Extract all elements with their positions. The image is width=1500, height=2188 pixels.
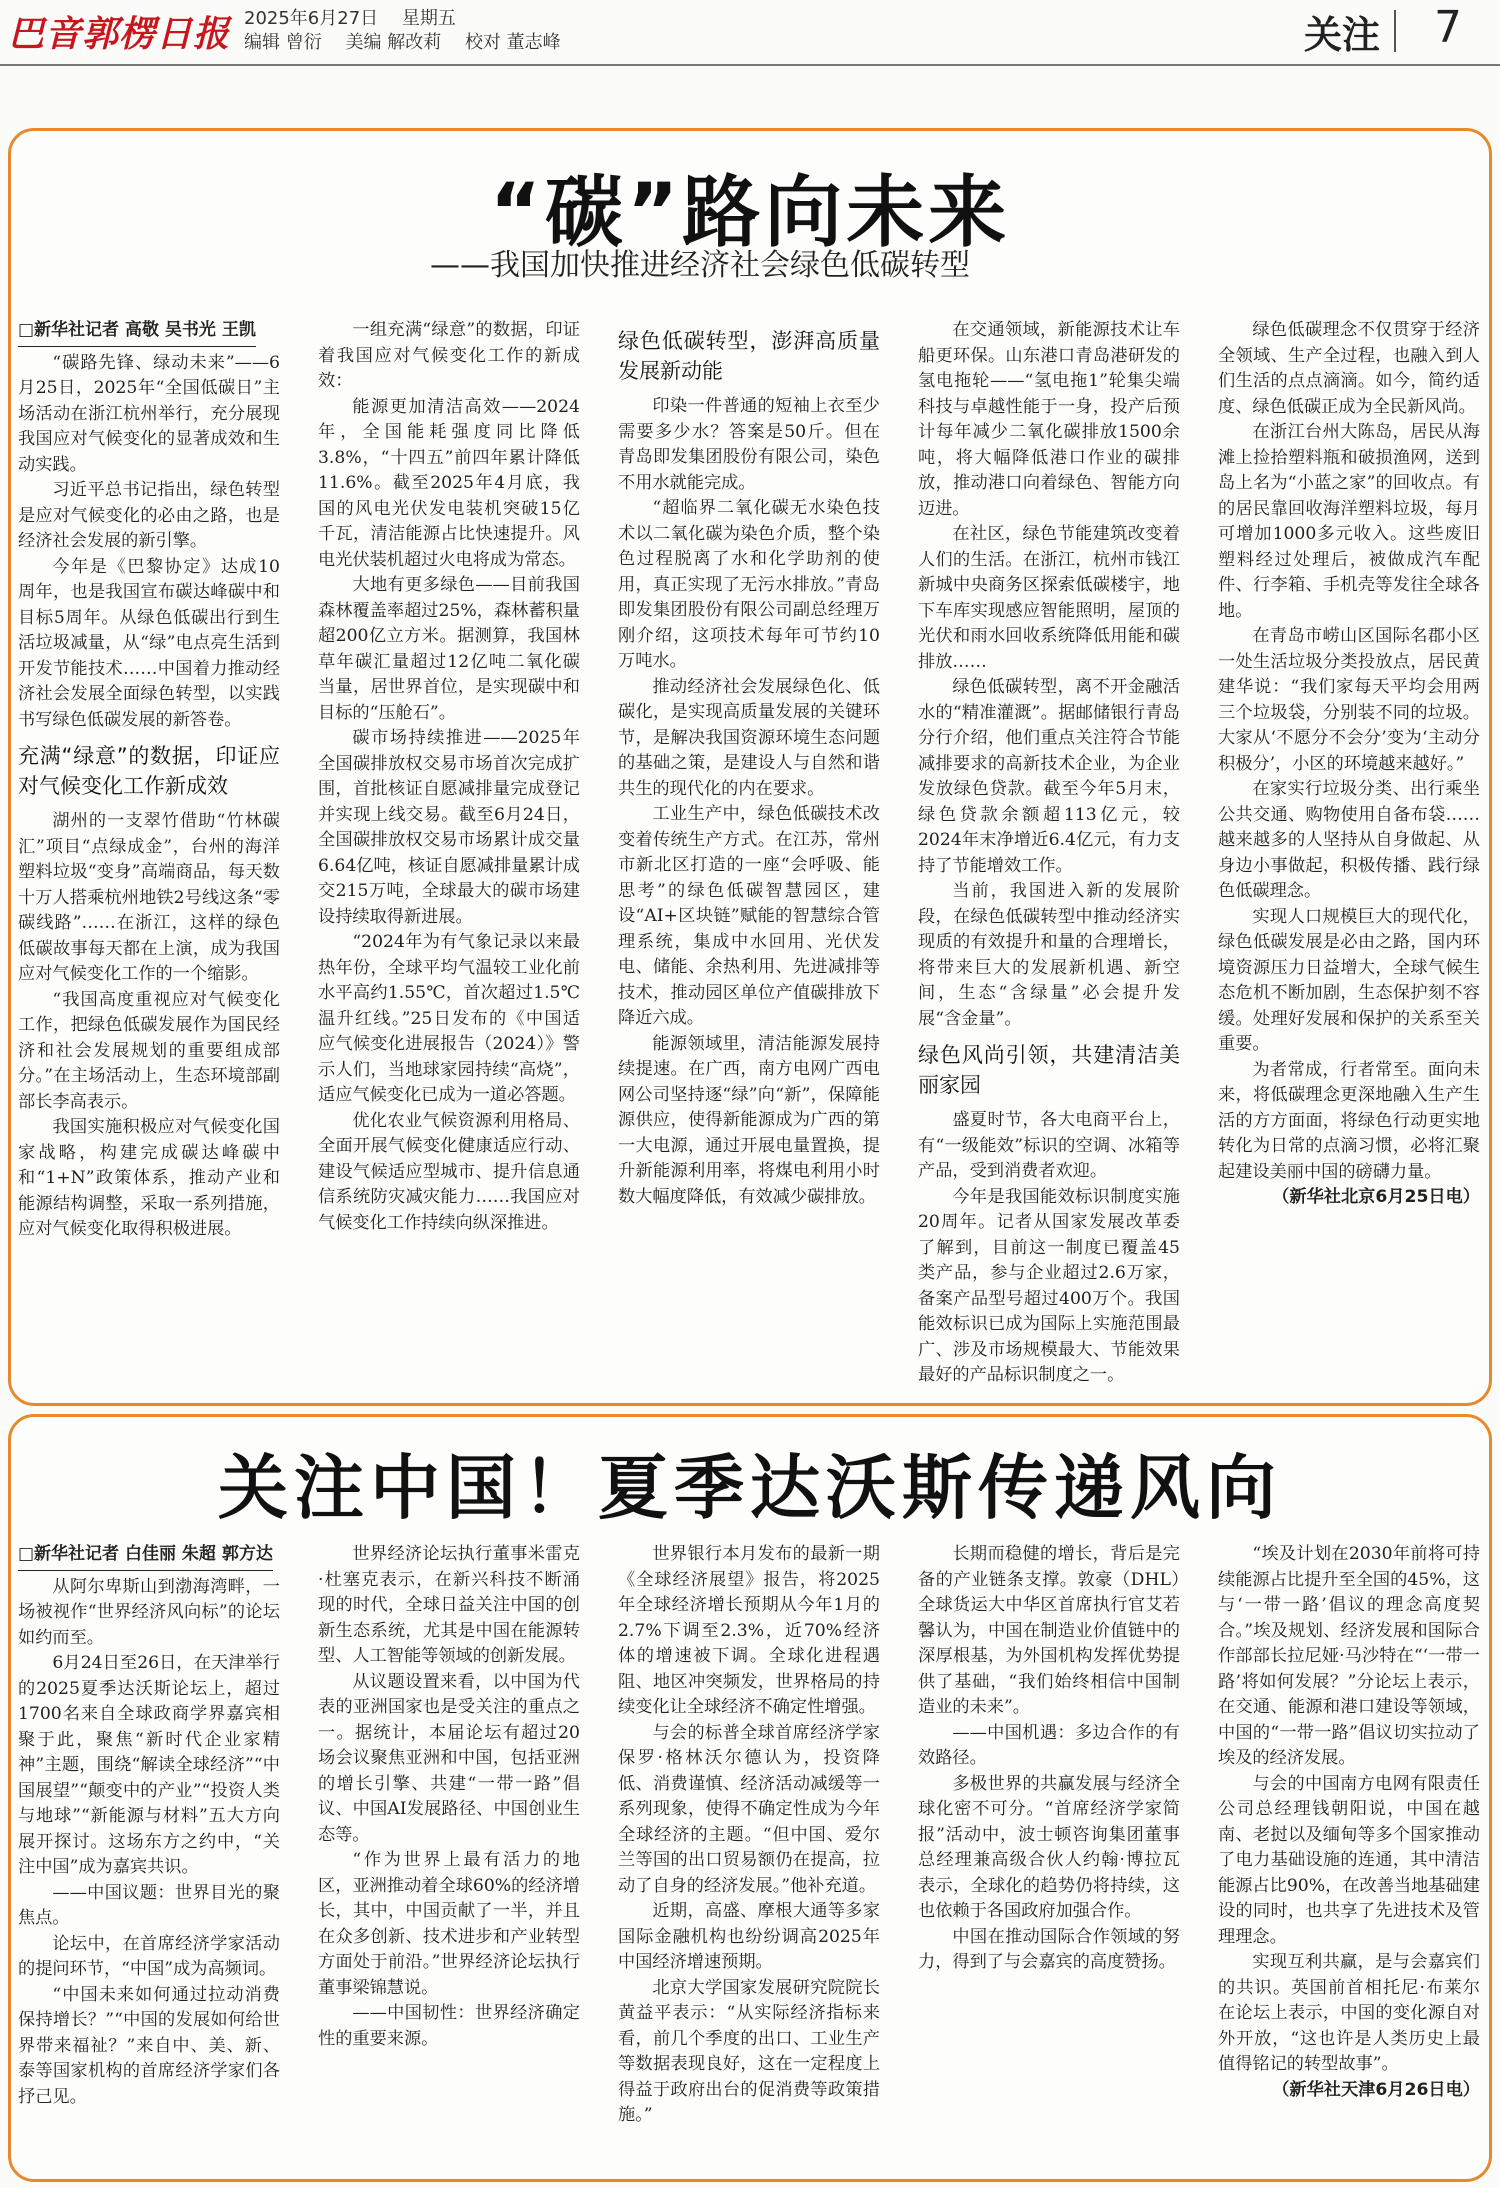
paragraph: “作为世界上最有活力的地区，亚洲推动着全球60%的经济增长，其中，中国贡献了一半，并且在众多创新、技术进步和产业转型方面处于前沿。”世界经济论坛执行董事梁锦慧说。	[318, 1850, 580, 1998]
section-name: 关注	[1303, 13, 1380, 57]
paragraph: ——中国韧性：世界经济确定性的重要来源。	[318, 2003, 580, 2049]
paragraph: 在社区，绿色节能建筑改变着人们的生活。在浙江，杭州市钱江新城中央商务区探索低碳楼宇，地下车库实现感应智能照明，屋顶的光伏和雨水回收系统降低用能和碳排放……	[918, 524, 1180, 672]
paragraph: 北京大学国家发展研究院院长黄益平表示：“从实际经济指标来看，前几个季度的出口、工业生产等数据表现良好，这在一定程度上得益于政府出台的促消费等政策措施。”	[618, 1977, 880, 2125]
paragraph: ——中国机遇：多边合作的有效路径。	[918, 1722, 1180, 1768]
page-number: 7	[1434, 2, 1462, 53]
proofreader: 校对 董志峰	[464, 32, 561, 53]
paragraph: 习近平总书记指出，绿色转型是应对气候变化的必由之路，也是经济社会发展的新引擎。	[18, 480, 280, 551]
section-divider	[1394, 10, 1396, 52]
newspaper-logo: 巴音郭楞日报	[8, 13, 231, 55]
paragraph: 绿色低碳理念不仅贯穿于经济全领域、生产全过程，也融入到人们生活的点点滴滴。如今，简约适度、绿色低碳正成为全民新风尚。	[1218, 320, 1480, 417]
paragraph: 世界经济论坛执行董事米雷克·杜塞克表示，在新兴科技不断涌现的时代，全球日益关注中国的创新生态系统，尤其是中国在能源转型、人工智能等领域的创新发展。	[318, 1544, 580, 1666]
paragraph: 与会的标普全球首席经济学家保罗·格林沃尔德认为，投资降低、消费谨慎、经济活动减缓等一系列现象，使得不确定性成为今年全球经济的主题。“但中国、爱尔兰等国的出口贸易额仍在提高，拉动了自身的经济发展。”他补充道。	[618, 1722, 880, 1896]
issue-date: 2025年6月27日	[244, 8, 379, 29]
paragraph: 世界银行本月发布的最新一期《全球经济展望》报告，将2025年全球经济增长预期从今年1月的2.7%下调至2.3%，近70%经济体的增速被下调。全球化进程遇阻、地区冲突频发，世界格局的持续变化让全球经济不确定性增强。	[618, 1544, 880, 1717]
paragraph: 盛夏时节，各大电商平台上，有“一级能效”标识的空调、冰箱等产品，受到消费者欢迎。	[918, 1110, 1180, 1181]
article1-subtitle: ——我国加快推进经济社会绿色低碳转型	[430, 248, 970, 283]
paragraph: “中国未来如何通过拉动消费保持增长？”“中国的发展如何给世界带来福祉？”来自中、美、新、泰等国家机构的首席经济学家们各抒己见。	[18, 1984, 280, 2107]
paragraph: ——中国议题：世界目光的聚焦点。	[18, 1882, 280, 1928]
paragraph: “2024年为有气象记录以来最热年份，全球平均气温较工业化前水平高约1.55℃，首次超过1.5℃温升红线。”25日发布的《中国适应气候变化进展报告（2024）》警示人们，当地球家园持续“高烧”，适应气候变化已成为一道必答题。	[318, 932, 580, 1105]
paragraph: 实现互利共赢，是与会嘉宾们的共识。英国前首相托尼·布莱尔在论坛上表示，中国的变化源自对外开放，“这也许是人类历史上最值得铭记的转型故事”。	[1218, 1952, 1480, 2074]
issue-date-line	[244, 4, 474, 30]
designer: 美编 解改莉	[345, 32, 442, 53]
paragraph: 绿色低碳转型，离不开金融活水的“精准灌溉”。据邮储银行青岛分行介绍，他们重点关注符合节能减排要求的高新技术企业，为企业发放绿色贷款。截至今年5月末，绿色贷款余额超113亿元，较2024年末净增近6.4亿元，有力支持了节能增效工作。	[918, 677, 1180, 876]
paragraph: 一组充满“绿意”的数据，印证着我国应对气候变化工作的新成效：	[318, 320, 580, 391]
article2-column-3	[618, 1542, 880, 2168]
paragraph: 6月24日至26日，在天津举行的2025夏季达沃斯论坛上，超过1700名来自全球政商学界嘉宾相聚于此，聚焦“新时代企业家精神”主题，围绕“解读全球经济”“中国展望”“颠变中的产业”“投资人类与地球”“新能源与材料”五大方向展开探讨。这场东方之约中，“关注中国”成为嘉宾共识。	[18, 1653, 280, 1877]
paragraph: 当前，我国进入新的发展阶段，在绿色低碳转型中推动经济实现质的有效提升和量的合理增长，将带来巨大的发展新机遇、新空间，生态“含绿量”必会提升发展“含金量”。	[918, 881, 1180, 1029]
article1-column-5	[1218, 318, 1480, 1386]
paragraph: 能源更加清洁高效——2024年，全国能耗强度同比降低3.8%，“十四五”前四年累计降低11.6%。截至2025年4月底，我国的风电光伏发电装机突破15亿千瓦，清洁能源占比快速提升。风电光伏装机超过火电将成为常态。	[318, 396, 580, 570]
paragraph: 在家实行垃圾分类、出行乘坐公共交通、购物使用自备布袋……越来越多的人坚持从自身做起、从身边小事做起，积极传播、践行绿色低碳理念。	[1218, 779, 1480, 901]
article1-subhead-3: 绿色风尚引领，共建清洁美丽家园	[918, 1043, 1180, 1097]
paragraph: 工业生产中，绿色低碳技术改变着传统生产方式。在江苏，常州市新北区打造的一座“会呼吸、能思考”的绿色低碳智慧园区，建设“AI+区块链”赋能的智慧综合管理系统，集成中水回用、光伏发电、储能、余热利用、先进减排等技术，推动园区单位产值碳排放下降近六成。	[618, 804, 880, 1028]
article1-column-3	[618, 318, 880, 1386]
paragraph: 长期而稳健的增长，背后是完备的产业链条支撑。敦豪（DHL）全球货运大中华区首席执行官艾若馨认为，中国在制造业价值链中的深厚根基，为外国机构发挥优势提供了基础，“我们始终相信中国制造业的未来”。	[918, 1544, 1180, 1717]
article1-subhead-1: 充满“绿意”的数据，印证应对气候变化工作新成效	[18, 744, 280, 798]
paragraph: 多极世界的共赢发展与经济全球化密不可分。“首席经济学家简报”活动中，波士顿咨询集团董事总经理兼高级合伙人约翰·博拉瓦表示，全球化的趋势仍将持续，这也依赖于各国政府加强合作。	[918, 1773, 1180, 1921]
article1-title: “碳”路向未来	[489, 168, 1011, 258]
issue-weekday: 星期五	[401, 8, 456, 29]
paragraph: 我国实施积极应对气候变化国家战略，构建完成碳达峰碳中和“1+N”政策体系，推动产业和能源结构调整，采取一系列措施，应对气候变化取得积极进展。	[18, 1117, 280, 1239]
paragraph: 印染一件普通的短袖上衣至少需要多少水？答案是50斤。但在青岛即发集团股份有限公司，染色不用水就能完成。	[618, 396, 880, 493]
paragraph: “埃及计划在2030年前将可持续能源占比提升至全国的45%，这与‘一带一路’倡议的理念高度契合。”埃及规划、经济发展和国际合作部部长拉尼娅·马沙特在“‘一带一路’将如何发展？”分论坛上表示，在交通、能源和港口建设等领域，中国的“一带一路”倡议切实拉动了埃及的经济发展。	[1218, 1544, 1480, 1768]
masthead	[0, 0, 1500, 62]
paragraph: 碳市场持续推进——2025年全国碳排放权交易市场首次完成扩围，首批核证自愿减排量完成登记并实现上线交易。截至6月24日，全国碳排放权交易市场累计成交量6.64亿吨，核证自愿减排量累计成交215万吨，全球最大的碳市场建设持续取得新进展。	[318, 728, 580, 927]
paragraph: 湖州的一支翠竹借助“竹林碳汇”项目“点绿成金”，台州的海洋塑料垃圾“变身”高端商品，每天数十万人搭乘杭州地铁2号线这条“零碳线路”……在浙江，这样的绿色低碳故事每天都在上演，成为我国应对气候变化工作的一个缩影。	[18, 811, 280, 984]
article2-column-2	[318, 1542, 580, 2168]
paragraph: 实现人口规模巨大的现代化，绿色低碳发展是必由之路，国内环境资源压力日益增大，全球气候生态危机不断加剧，生态保护刻不容缓。处理好发展和保护的关系至关重要。	[1218, 906, 1480, 1054]
article2-column-4	[918, 1542, 1180, 2168]
article2-column-1	[18, 1542, 280, 2168]
editor: 编辑 曾衍	[244, 32, 322, 53]
paragraph: 在青岛市崂山区国际名郡小区一处生活垃圾分类投放点，居民黄建华说：“我们家每天平均会用两三个垃圾袋，分别装不同的垃圾。大家从‘不愿分不会分’变为‘主动分积极分’，小区的环境越来越好。”	[1218, 626, 1480, 774]
article1-dateline: （新华社北京6月25日电）	[1272, 1187, 1480, 1207]
paragraph: 优化农业气候资源利用格局、全面开展气候变化健康适应行动、建设气候适应型城市、提升信息通信系统防灾减灾能力……我国应对气候变化工作持续向纵深推进。	[318, 1110, 580, 1233]
paragraph: 推动经济社会发展绿色化、低碳化，是实现高质量发展的关键环节，是解决我国资源环境生态问题的基础之策，是建设人与自然和谐共生的现代化的内在要求。	[618, 676, 880, 799]
article1-column-2	[318, 318, 580, 1386]
paragraph: 在交通领域，新能源技术让车船更环保。山东港口青岛港研发的氢电拖轮——“氢电拖1”轮集尖端科技与卓越性能于一身，投产后预计每年减少二氧化碳排放1500余吨，将大幅降低港口作业的碳排放，推动港口向着绿色、智能方向迈进。	[918, 320, 1180, 519]
article2-dateline: （新华社天津6月26日电）	[1272, 2079, 1480, 2100]
paragraph: 能源领域里，清洁能源发展持续提速。在广西，南方电网广西电网公司坚持逐“绿”向“新”，保障能源供应，使得新能源成为广西的第一大电源，通过开展电量置换，提升新能源利用率，将煤电利用小时数大幅度降低，有效减少碳排放。	[618, 1033, 880, 1207]
article2-column-5	[1218, 1542, 1480, 2168]
paragraph: “超临界二氧化碳无水染色技术以二氧化碳为染色介质，整个染色过程脱离了水和化学助剂的使用，真正实现了无污水排放。”青岛即发集团股份有限公司副总经理万刚介绍，这项技术每年可节约10万吨水。	[618, 498, 880, 671]
paragraph: 近期，高盛、摩根大通等多家国际金融机构也纷纷调高2025年中国经济增速预期。	[618, 1901, 880, 1972]
paragraph: “我国高度重视应对气候变化工作，把绿色低碳发展作为国民经济和社会发展规划的重要组成部分。”在主场活动上，生态环境部副部长李高表示。	[18, 989, 280, 1112]
article1-subhead-2: 绿色低碳转型，澎湃高质量发展新动能	[618, 329, 880, 383]
paragraph: “碳路先锋、绿动未来”——6月25日，2025年“全国低碳日”主场活动在浙江杭州举行，充分展现我国应对气候变化的显著成效和生动实践。	[18, 352, 280, 475]
paragraph: 今年是我国能效标识制度实施20周年。记者从国家发展改革委了解到，目前这一制度已覆盖45类产品，参与企业超过2.6万家，备案产品型号超过400万个。我国能效标识已成为国际上实施范围最广、涉及市场规模最大、节能效果最好的产品标识制度之一。	[918, 1186, 1180, 1385]
article2-title: 关注中国！夏季达沃斯传递风向	[218, 1446, 1282, 1529]
article1-column-1	[18, 318, 280, 1386]
paragraph: 与会的中国南方电网有限责任公司总经理钱朝阳说，中国在越南、老挝以及缅甸等多个国家推动了电力基础设施的连通，其中清洁能源占比90%，在改善当地基础建设的同时，也共享了先进技术及管理理念。	[1218, 1773, 1480, 1947]
masthead-rule	[0, 64, 1500, 66]
paragraph: 为者常成，行者常至。面向未来，将低碳理念更深地融入生产生活的方方面面，将绿色行动更实地转化为日常的点滴习惯，必将汇聚起建设美丽中国的磅礴力量。	[1218, 1059, 1480, 1182]
paragraph: 从阿尔卑斯山到渤海湾畔，一场被视作“世界经济风向标”的论坛如约而至。	[18, 1576, 280, 1648]
paragraph: 从议题设置来看，以中国为代表的亚洲国家也是受关注的重点之一。据统计，本届论坛有超过20场会议聚焦亚洲和中国，包括亚洲的增长引擎、共建“一带一路”倡议、中国AI发展路径、中国创业生态等。	[318, 1671, 580, 1845]
paragraph: 论坛中，在首席经济学家活动的提问环节，“中国”成为高频词。	[18, 1933, 280, 1979]
paragraph: 大地有更多绿色——目前我国森林覆盖率超过25%，森林蓄积量超200亿立方米。据测算，我国林草年碳汇量超过12亿吨二氧化碳当量，居世界首位，是实现碳中和目标的“压舱石”。	[318, 575, 580, 723]
staff-line	[244, 28, 579, 54]
paragraph: 中国在推动国际合作领域的努力，得到了与会嘉宾的高度赞扬。	[918, 1926, 1180, 1972]
article2-byline: □新华社记者 白佳丽 朱超 郭方达	[18, 1542, 273, 1571]
paragraph: 在浙江台州大陈岛，居民从海滩上捡拾塑料瓶和破损渔网，送到岛上名为“小蓝之家”的回收点。有的居民靠回收海洋塑料垃圾，每月可增加1000多元收入。这些废旧塑料经过处理后，被做成汽车配件、行李箱、手机壳等发往全球各地。	[1218, 422, 1480, 621]
paragraph: 今年是《巴黎协定》达成10周年，也是我国宣布碳达峰碳中和目标5周年。从绿色低碳出行到生活垃圾减量，从“绿”电点亮生活到开发节能技术……中国着力推动经济社会发展全面绿色转型，以实践书写绿色低碳发展的新答卷。	[18, 556, 280, 730]
article1-byline: □新华社记者 高敬 吴书光 王凯	[18, 318, 256, 347]
article1-column-4	[918, 318, 1180, 1386]
